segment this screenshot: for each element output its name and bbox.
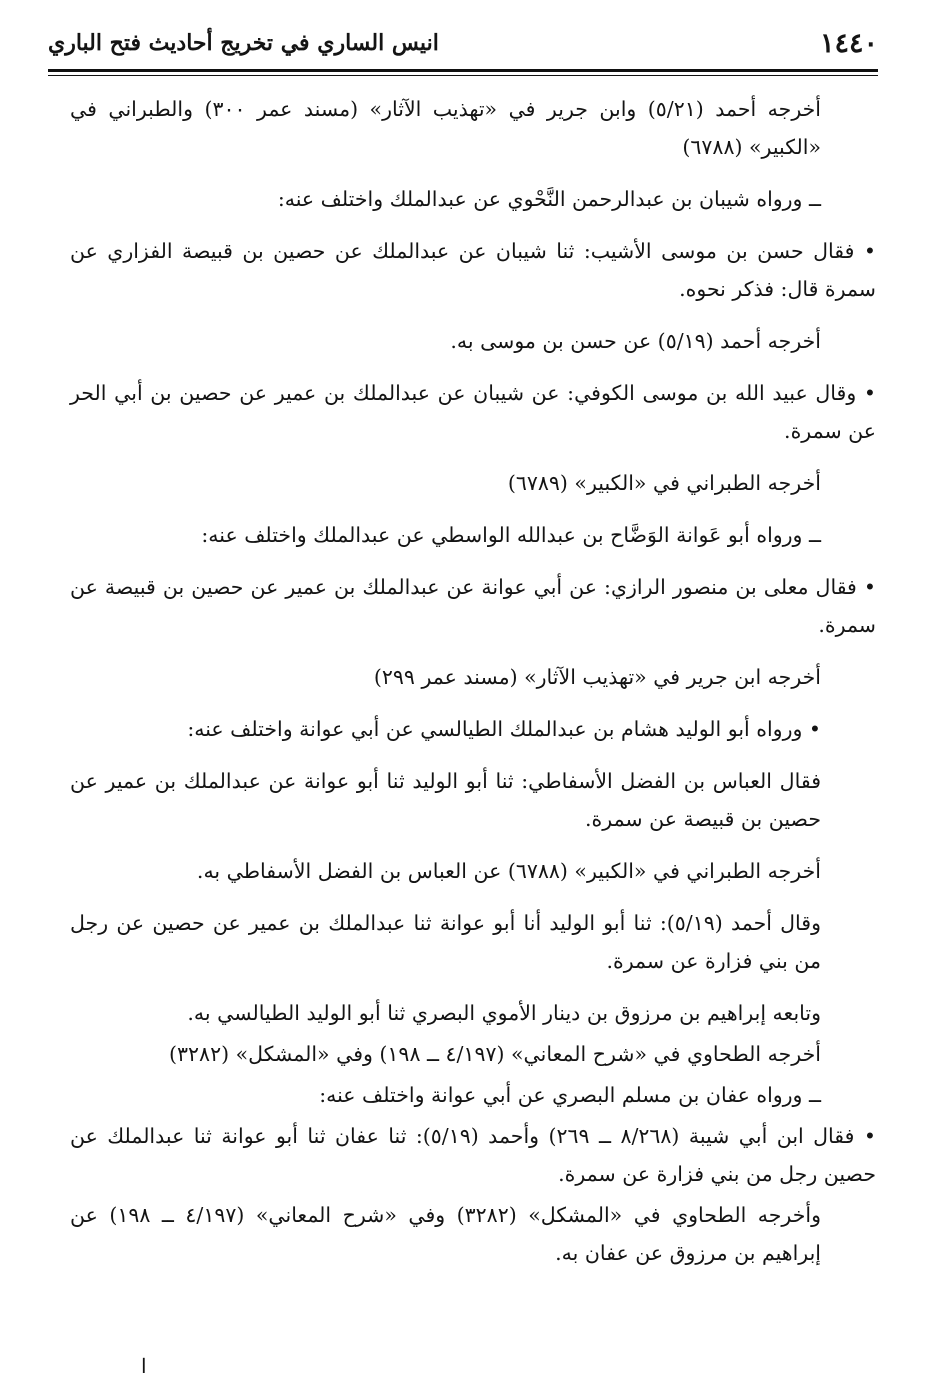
paragraph: وقال أحمد (٥/١٩): ثنا أبو الوليد أنا أبو عوانة ثنا عبدالملك بن عمير عن حصين عن رجل من بني فزارة عن سمرة. [70, 911, 821, 973]
paragraph: وأخرجه الطحاوي في «المشكل» (٣٢٨٢) وفي «شرح المعاني» (٤/١٩٧ ــ ١٩٨) عن إبراهيم بن مرزوق عن عفان به. [70, 1203, 822, 1265]
footer-mark: ا [141, 1354, 147, 1378]
paragraph: أخرجه الطحاوي في «شرح المعاني» (٤/١٩٧ ــ ١٩٨) وفي «المشكل» (٣٢٨٢) [169, 1042, 821, 1066]
running-title: انيس الساري في تخريج أحاديث فتح الباري [48, 30, 439, 56]
paragraph: أخرجه ابن جرير في «تهذيب الآثار» (مسند عمر ٢٩٩) [373, 665, 821, 689]
paragraph: ــ ورواه عفان بن مسلم البصري عن أبي عوانة واختلف عنه: [319, 1083, 821, 1107]
header-rule-thin [48, 75, 878, 76]
paragraph: • وقال عبيد الله بن موسى الكوفي: عن شيبان عن عبدالملك بن عمير عن حصين بن أبي الحر عن سمرة. [70, 381, 876, 443]
paragraph: أخرجه الطبراني في «الكبير» (٦٧٨٨) عن العباس بن الفضل الأسفاطي به. [196, 859, 821, 883]
paragraph: • فقال ابن أبي شيبة (٨/٢٦٨ ــ ٢٦٩) وأحمد (٥/١٩): ثنا عفان ثنا أبو عوانة ثنا عبدالملك عن حصين رجل من بني فزارة عن سمرة. [70, 1124, 877, 1186]
paragraph: • فقال حسن بن موسى الأشيب: ثنا شيبان عن عبدالملك عن حصين بن قبيصة الفزاري عن سمرة قال: فذكر نحوه. [70, 239, 876, 301]
paragraph: • فقال معلى بن منصور الرازي: عن أبي عوانة عن عبدالملك بن عمير عن حصين بن قبيصة عن سمرة. [70, 575, 876, 637]
paragraph: ــ ورواه شيبان بن عبدالرحمن النَّحْوي عن عبدالملك واختلف عنه: [277, 187, 821, 211]
paragraph: أخرجه الطبراني في «الكبير» (٦٧٨٩) [507, 471, 821, 495]
header-rule-thick [48, 69, 878, 72]
page-number: ١٤٤٠ [819, 28, 878, 59]
paragraph: • ورواه أبو الوليد هشام بن عبدالملك الطيالسي عن أبي عوانة واختلف عنه: [187, 717, 821, 741]
paragraph: فقال العباس بن الفضل الأسفاطي: ثنا أبو الوليد ثنا أبو عوانة عن عبدالملك بن عمير عن حصين بن قبيصة عن سمرة. [70, 769, 821, 831]
body-text [70, 90, 876, 1286]
page-header [48, 26, 878, 70]
paragraph: ــ ورواه أبو عَوانة الوَضَّاح بن عبدالله الواسطي عن عبدالملك واختلف عنه: [201, 523, 821, 547]
paragraph: أخرجه أحمد (٥/٢١) وابن جرير في «تهذيب الآثار» (مسند عمر ٣٠٠) والطبراني في «الكبير» (٦٧٨٨) [70, 97, 821, 159]
paragraph: وتابعه إبراهيم بن مرزوق بن دينار الأموي البصري ثنا أبو الوليد الطيالسي به. [187, 1001, 821, 1025]
paragraph: أخرجه أحمد (٥/١٩) عن حسن بن موسى به. [450, 329, 821, 353]
